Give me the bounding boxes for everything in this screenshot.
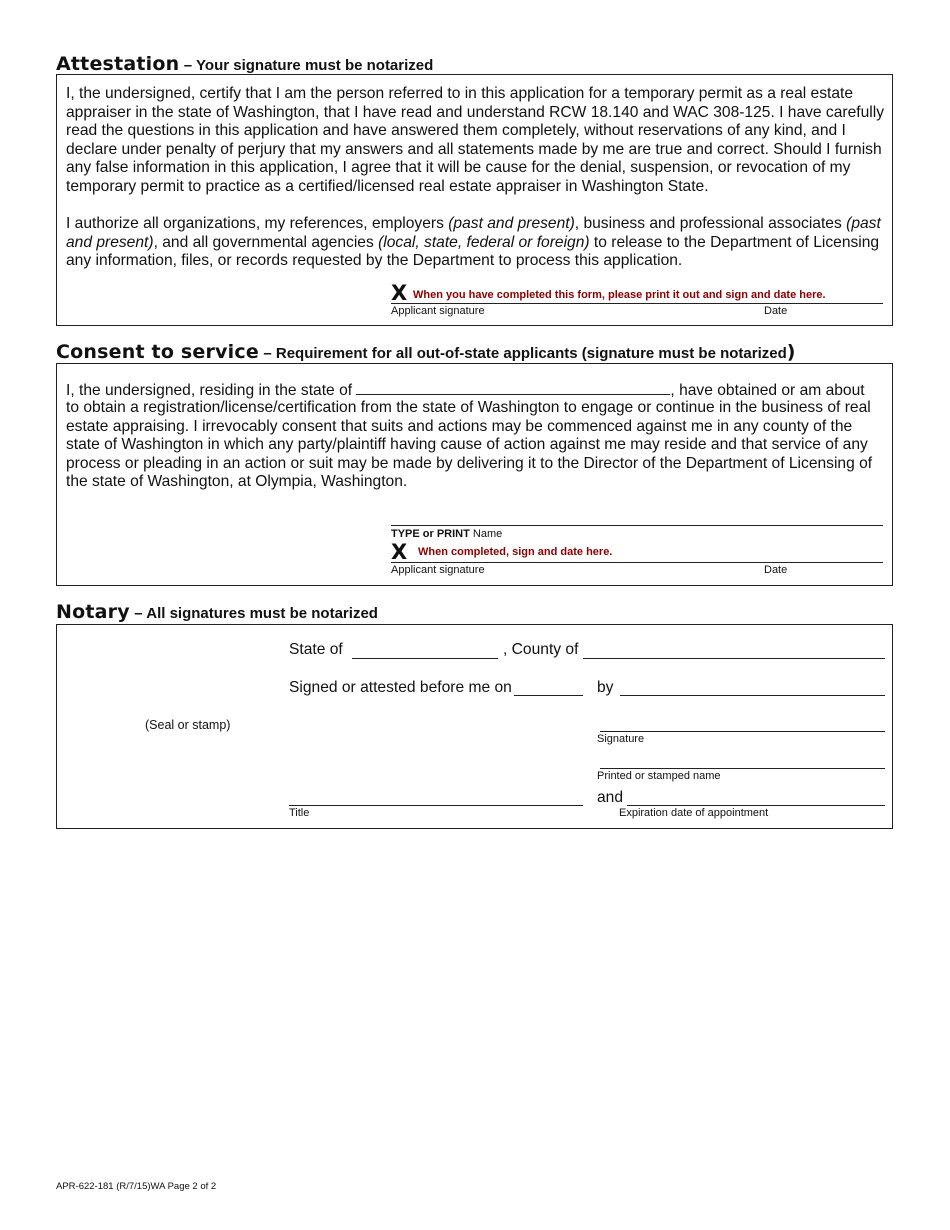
- state-of-residence-field[interactable]: [356, 380, 670, 395]
- attestation-date-label: Date: [764, 305, 788, 317]
- county-of-label: , County of: [503, 641, 579, 658]
- para2-text-g: to release to the Department of Licensing any information, files, or records requested by the Department to process this application.: [66, 233, 880, 270]
- consent-signature-line[interactable]: [391, 562, 883, 563]
- notary-county-field[interactable]: [583, 658, 885, 659]
- para2-text-a: I authorize all organizations, my references, employers: [66, 215, 449, 232]
- consent-paragraph: to obtain a registration/license/certification from the state of Washington to engage or continue in the business of real estate appraising. I irrevocably consent that suits and actions may be commenced against me in any county of the state of Washington in which any party/plaintiff having cause of action against me may reside and that service of any process or pleading in an action or suit may be made by delivering it to the Director of the Department of Licensing of the state of Washington, at Olympia, Washington.: [66, 399, 873, 491]
- consent-x-mark: X: [391, 540, 408, 564]
- signed-by-field[interactable]: [620, 695, 885, 696]
- consent-box: [56, 363, 893, 586]
- signed-date-field[interactable]: [514, 695, 583, 696]
- para2-italic-f: (local, state, federal or foreign): [378, 233, 590, 251]
- state-of-label: State of: [289, 641, 343, 658]
- attestation-subtitle: – Your signature must be notarized: [183, 57, 434, 74]
- consent-line-1: [66, 380, 888, 401]
- notary-title-label: Title: [289, 807, 310, 819]
- attestation-box: [56, 74, 893, 326]
- printed-name-label: Printed or stamped name: [597, 770, 721, 782]
- expiration-date-label: Expiration date of appointment: [619, 807, 769, 819]
- para2-text-c: , business and professional associates: [574, 215, 847, 232]
- notary-box: [56, 624, 893, 829]
- expiration-date-line[interactable]: [627, 805, 885, 806]
- consent-signature-label: Applicant signature: [391, 564, 485, 576]
- and-label: and: [597, 789, 624, 806]
- consent-subtitle-paren: ): [786, 341, 796, 363]
- form-id-footer: APR-622-181 (R/7/15)WA Page 2 of 2: [56, 1181, 217, 1192]
- notary-signature-label: Signature: [597, 733, 645, 745]
- notary-subtitle: – All signatures must be notarized: [134, 605, 378, 622]
- attestation-title: Attestation: [56, 53, 180, 75]
- para2-italic-b: (past and present): [448, 215, 575, 232]
- seal-or-stamp-label: (Seal or stamp): [145, 718, 231, 732]
- attestation-signature-label: Applicant signature: [391, 305, 485, 317]
- signature-x-mark: X: [391, 281, 408, 305]
- consent-line1-rest: , have obtained or am about: [670, 382, 865, 399]
- consent-date-label: Date: [764, 564, 788, 576]
- para2-text-e: , and all governmental agencies: [153, 233, 379, 251]
- consent-sign-note: When completed, sign and date here.: [418, 546, 613, 558]
- attestation-paragraph-2: [66, 215, 888, 271]
- notary-signature-line[interactable]: [600, 731, 885, 732]
- print-name-label-bold: TYPE or PRINT: [391, 528, 470, 540]
- notary-title: Notary: [56, 601, 130, 623]
- printed-name-line[interactable]: [600, 768, 885, 769]
- attestation-signature-line[interactable]: [391, 303, 883, 304]
- attestation-sign-note: When you have completed this form, please print it out and sign and date here.: [413, 289, 826, 301]
- notary-heading: [56, 601, 378, 623]
- consent-title: Consent to service: [56, 341, 259, 363]
- attestation-paragraph-1: I, the undersigned, certify that I am the person referred to in this application for a temporary permit as a real estate appraiser in the state of Washington, that I have read and understand RCW 18.140 and WAC 308-125. I have carefully read the questions in this application and have answered them completely, without reservations of any kind, and I declare under penalty of perjury that my answers and all statements made by me are true and correct. Should I furnish any false information in this application, I agree that it will be cause for the denial, suspension, or revocation of my temporary permit to practice as a certified/licensed real estate appraiser in Washington State.: [66, 85, 884, 195]
- consent-heading: [56, 341, 796, 363]
- attestation-heading: [56, 53, 433, 75]
- notary-title-line[interactable]: [289, 805, 583, 806]
- print-name-line[interactable]: [391, 525, 883, 526]
- consent-lead-text: I, the undersigned, residing in the state of: [66, 382, 357, 399]
- consent-subtitle: – Requirement for all out-of-state applicants (signature must be notarized: [263, 345, 787, 362]
- notary-state-field[interactable]: [352, 658, 498, 659]
- print-name-label-rest: Name: [469, 528, 503, 540]
- by-label: by: [597, 679, 614, 696]
- print-name-label: [391, 528, 502, 540]
- para2-italic-d: (past and present): [66, 215, 881, 251]
- signed-before-label: Signed or attested before me on: [289, 679, 512, 696]
